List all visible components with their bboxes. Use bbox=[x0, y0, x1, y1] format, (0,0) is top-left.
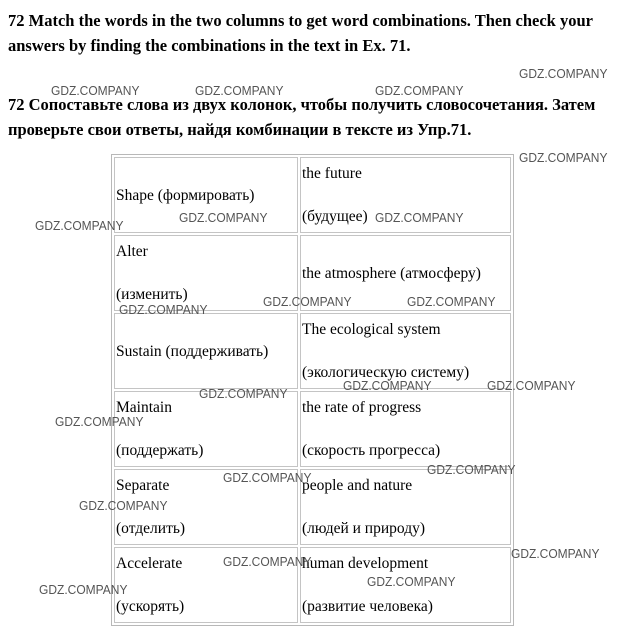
watermark-text: GDZ.COMPANY bbox=[343, 378, 432, 394]
table-row bbox=[114, 313, 511, 389]
watermark-text: GDZ.COMPANY bbox=[375, 83, 464, 99]
right-cell bbox=[300, 391, 511, 467]
left-cell-text: Shape (формировать) bbox=[116, 186, 255, 204]
left-cell-translation: (изменить) bbox=[116, 286, 188, 303]
watermark-text: GDZ.COMPANY bbox=[511, 546, 600, 562]
left-cell-text: Alter bbox=[116, 243, 148, 260]
watermark-text: GDZ.COMPANY bbox=[51, 83, 140, 99]
watermark-text: GDZ.COMPANY bbox=[263, 294, 352, 310]
left-cell-text: Separate bbox=[116, 477, 170, 494]
watermark-text: GDZ.COMPANY bbox=[427, 462, 516, 478]
watermark-text: GDZ.COMPANY bbox=[199, 386, 288, 402]
watermark-text: GDZ.COMPANY bbox=[223, 554, 312, 570]
left-cell-translation: (поддержать) bbox=[116, 442, 204, 459]
right-cell bbox=[300, 313, 511, 389]
left-cell-text: Maintain bbox=[116, 399, 172, 416]
table-row bbox=[114, 469, 511, 545]
right-cell-text: the future bbox=[302, 165, 362, 182]
watermark-text: GDZ.COMPANY bbox=[119, 302, 208, 318]
watermark-text: GDZ.COMPANY bbox=[55, 414, 144, 430]
left-cell-translation: (ускорять) bbox=[116, 598, 185, 615]
watermark-text: GDZ.COMPANY bbox=[519, 150, 608, 166]
watermark-text: GDZ.COMPANY bbox=[35, 218, 124, 234]
right-cell-text: The ecological system bbox=[302, 321, 441, 338]
watermark-text: GDZ.COMPANY bbox=[79, 498, 168, 514]
exercise-heading-english: 72 Match the words in the two columns to get word combinations. Then check your answers by finding the combinations in the text in Ex. 71. bbox=[8, 11, 593, 55]
left-cell-translation: (отделить) bbox=[116, 520, 186, 537]
left-cell-text: Accelerate bbox=[116, 555, 183, 572]
right-cell-translation: (экологическую систему) bbox=[302, 364, 470, 381]
watermark-text: GDZ.COMPANY bbox=[195, 83, 284, 99]
left-cell bbox=[114, 313, 298, 389]
right-cell-text: the rate of progress bbox=[302, 399, 422, 416]
right-cell-translation: (скорость прогресса) bbox=[302, 442, 441, 459]
right-cell-text: people and nature bbox=[302, 477, 413, 494]
right-cell-translation: (людей и природу) bbox=[302, 520, 425, 537]
watermark-text: GDZ.COMPANY bbox=[367, 574, 456, 590]
watermark-text: GDZ.COMPANY bbox=[223, 470, 312, 486]
watermark-text: GDZ.COMPANY bbox=[39, 582, 128, 598]
left-cell-text: Sustain (поддерживать) bbox=[116, 342, 269, 360]
table-row bbox=[114, 391, 511, 467]
exercise-heading-russian: 72 Сопоставьте слова из двух колонок, чтобы получить словосочетания. Затем проверьте свои ответы, найдя комбинации в тексте из Упр.71. bbox=[8, 95, 596, 139]
right-cell bbox=[300, 469, 511, 545]
watermark-text: GDZ.COMPANY bbox=[519, 66, 608, 82]
watermark-text: GDZ.COMPANY bbox=[375, 210, 464, 226]
watermark-text: GDZ.COMPANY bbox=[487, 378, 576, 394]
right-cell-translation: (развитие человека) bbox=[302, 598, 433, 615]
word-combinations-body bbox=[114, 157, 511, 623]
right-cell-text: human development bbox=[302, 555, 429, 572]
watermark-text: GDZ.COMPANY bbox=[179, 210, 268, 226]
watermark-text: GDZ.COMPANY bbox=[407, 294, 496, 310]
right-cell-translation: (будущее) bbox=[302, 208, 368, 225]
right-cell-text: the atmosphere (атмосферу) bbox=[302, 264, 481, 282]
